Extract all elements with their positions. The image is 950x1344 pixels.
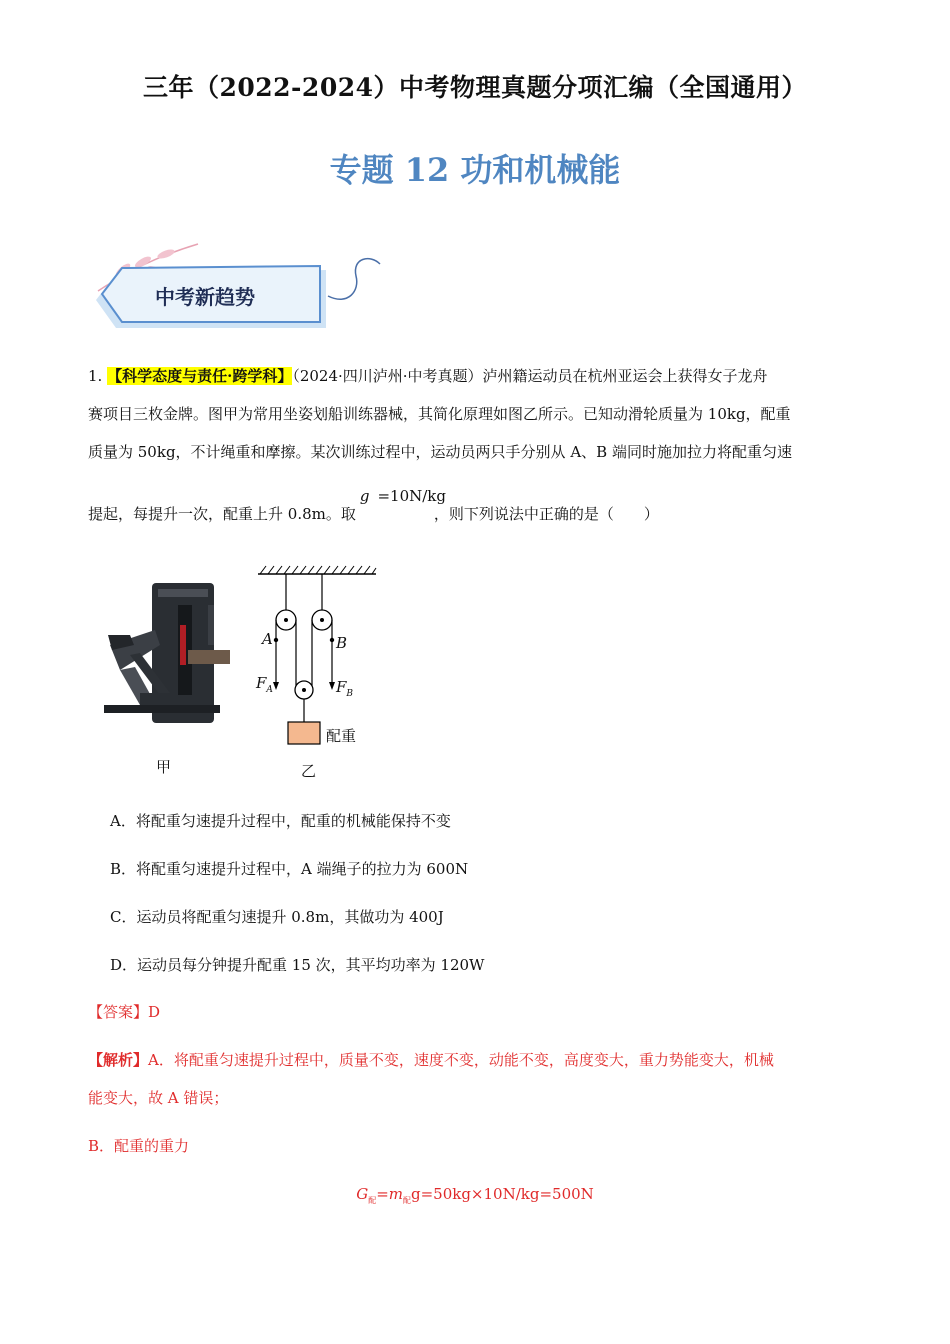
point-a-label: A <box>262 630 273 648</box>
analysis-line-1 <box>88 1050 863 1070</box>
question-tag: 【科学态度与责任·跨学科】 <box>107 367 293 385</box>
question-text-4a: 提起，每提升一次，配重上升 0.8m。取 <box>88 505 356 523</box>
analysis-line-3: B．配重的重力 <box>88 1137 190 1155</box>
g-formula <box>356 487 446 524</box>
option-c: C．运动员将配重匀速提升 0.8m，其做功为 400J <box>110 908 444 926</box>
question-text-4b: ，则下列说法中正确的是（ ） <box>433 505 659 523</box>
question-line-1 <box>88 366 863 386</box>
question-line-3: 质量为 50kg，不计绳重和摩擦。某次训练过程中，运动员两只手分别从 A、B 端同时施加拉力将配重匀速 <box>88 443 792 461</box>
gravity-equation: $G_配=m_配g=50kg\times 10N/kg=500N$ <box>356 1185 594 1205</box>
question-line-2: 赛项目三枚金牌。图甲为常用坐姿划船训练器械，其简化原理如图乙所示。已知动滑轮质量为 10kg，配重 <box>88 405 791 423</box>
question-text-1: （2024·四川泸州·中考真题）泸州籍运动员在杭州亚运会上获得女子龙舟 <box>292 367 768 385</box>
analysis-label: 【解析】 <box>88 1051 149 1069</box>
weight-label: 配重 <box>326 727 357 745</box>
point-b-label: B <box>336 634 348 652</box>
question-number: 1. <box>88 367 103 385</box>
figure-yi-label: 乙 <box>301 762 317 780</box>
analysis-text-1: A．将配重匀速提升过程中，质量不变，速度不变，动能不变，高度变大，重力势能变大，机械 <box>148 1051 774 1069</box>
document-title: 三年（2022-2024）中考物理真题分项汇编（全国通用） <box>142 73 808 102</box>
option-b: B．将配重匀速提升过程中，A 端绳子的拉力为 600N <box>110 860 469 878</box>
rowing-machine-image <box>100 575 240 735</box>
force-a-label: $F_A$ <box>256 674 273 695</box>
option-a: A．将配重匀速提升过程中，配重的机械能保持不变 <box>110 812 451 830</box>
topic-title: 专题 12 功和机械能 <box>329 151 621 189</box>
force-b-label: $F_B$ <box>336 678 354 699</box>
banner-label: 中考新趋势 <box>155 285 255 309</box>
answer-label: 【答案】 <box>88 1003 149 1021</box>
formula-g: g <box>359 487 370 505</box>
option-d: D．运动员每分钟提升配重 15 次，其平均功率为 120W <box>110 956 485 974</box>
pulley-diagram <box>250 562 380 752</box>
answer-value: D <box>148 1003 161 1021</box>
answer-line <box>88 1002 160 1022</box>
analysis-line-2: 能变大，故 A 错误； <box>88 1089 229 1107</box>
formula-value: =10N/kg <box>377 487 446 505</box>
question-line-4 <box>88 487 863 524</box>
figure-jia-label: 甲 <box>156 758 172 776</box>
